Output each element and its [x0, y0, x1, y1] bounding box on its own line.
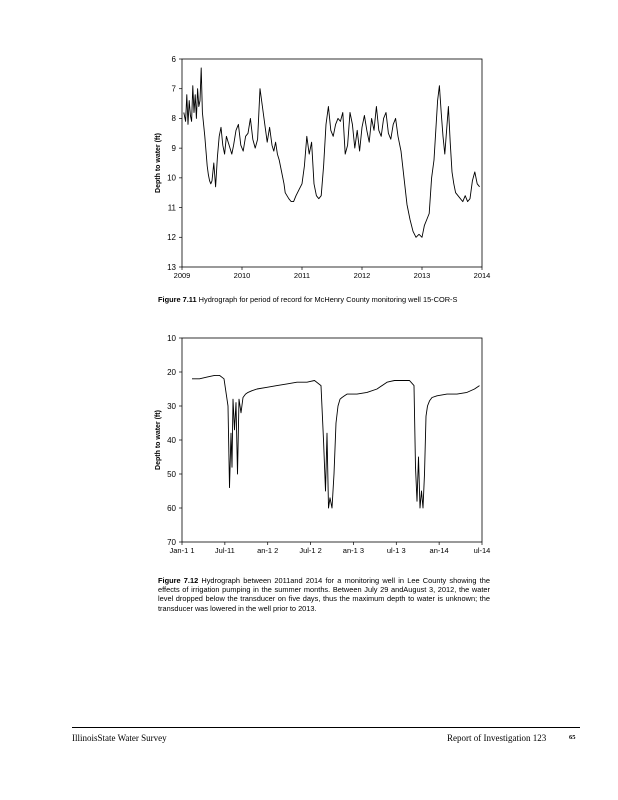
x-tick-label: 2010	[233, 271, 251, 280]
footer-publisher: IllinoisState Water Survey	[72, 733, 167, 743]
y-tick-label: 8	[171, 114, 176, 124]
x-tick-label: 2009	[173, 271, 191, 280]
y-tick-label: 6	[171, 54, 176, 64]
y-tick-label: 9	[171, 143, 176, 153]
series-line-0	[192, 375, 480, 508]
plot-frame	[182, 59, 482, 267]
y-tick-label: 20	[167, 367, 176, 377]
y-tick-label: 7	[171, 84, 176, 94]
footer-rule	[72, 727, 580, 728]
plot-frame	[182, 338, 482, 542]
hydrograph-chart-mchenry	[0, 50, 618, 290]
y-tick-label: 10	[167, 173, 176, 183]
y-tick-label: 40	[167, 435, 176, 445]
footer-series: Report of Investigation 123	[447, 733, 547, 743]
y-tick-label: 60	[167, 503, 176, 513]
caption-label: Figure 7.11	[158, 295, 197, 304]
figure-caption-7-12	[158, 576, 490, 613]
y-tick-label: 12	[167, 233, 176, 243]
hydrograph-chart-lee-county	[0, 330, 618, 560]
x-tick-label: 2011	[293, 271, 311, 280]
x-tick-label: an-1 3	[342, 546, 365, 555]
y-tick-label: 70	[167, 537, 176, 547]
figure-caption-7-11	[158, 295, 490, 304]
y-axis-label: Depth to water (ft)	[155, 410, 162, 470]
x-tick-label: Jul-1 2	[299, 546, 322, 555]
x-tick-label: 2012	[353, 271, 371, 280]
series-line-0	[184, 68, 480, 237]
caption-text: Hydrograph between 2011and 2014 for a monitoring well in Lee County showing the effects of irrigation pumping in the summer months. Between July 29 andAugust 3, 2012, the water level dropped below the transducer on five days, thus the maximum depth to water is unknown; the transducer was lowered in the well prior to 2013.	[158, 576, 490, 613]
x-tick-label: Jan-1 1	[169, 546, 195, 555]
x-tick-label: Jul-11	[214, 546, 235, 555]
y-tick-label: 11	[167, 203, 176, 213]
caption-label: Figure 7.12	[158, 576, 199, 585]
y-tick-label: 50	[167, 469, 176, 479]
x-tick-label: ul-1 3	[386, 546, 406, 555]
x-tick-label: 2013	[413, 271, 431, 280]
y-tick-label: 13	[167, 262, 176, 272]
x-tick-label: ul-14	[473, 546, 491, 555]
x-tick-label: 2014	[473, 271, 491, 280]
y-tick-label: 10	[167, 333, 176, 343]
y-tick-label: 30	[167, 401, 176, 411]
x-tick-label: an-1 2	[257, 546, 279, 555]
page-number: 65	[569, 734, 576, 741]
caption-text: Hydrograph for period of record for McHenry County monitoring well 15-COR-S	[196, 295, 458, 304]
y-axis-label: Depth to water (ft)	[155, 133, 162, 193]
x-tick-label: an-14	[429, 546, 449, 555]
